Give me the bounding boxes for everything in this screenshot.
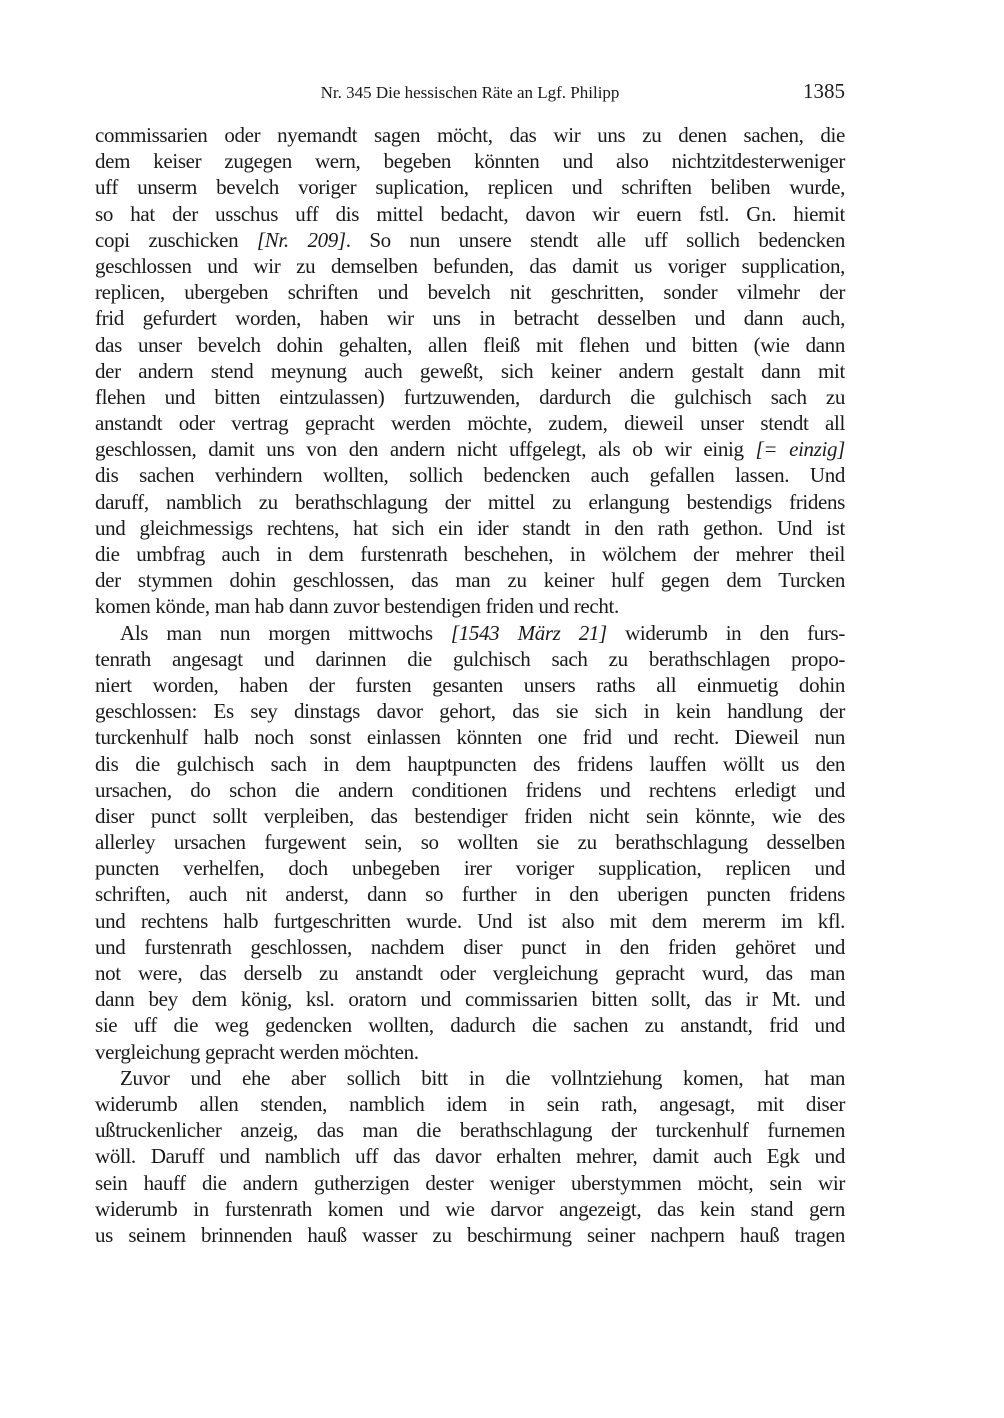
text-line: us seinem brinnenden hauß wasser zu beschirmung seiner nachpern hauß tragen	[95, 1222, 845, 1247]
text-line: und rechtens halb furtgeschritten wurde. Und ist also mit dem mererm im kfl.	[95, 908, 845, 933]
text-line: anstandt oder vertrag gepracht werden möchte, zudem, dieweil unser stendt all	[95, 411, 845, 436]
text-line: allerley ursachen furgewent sein, so wollten sie zu berathschlagung desselben	[95, 830, 845, 855]
text-line: tenrath angesagt und darinnen die gulchisch sach zu berathschlagen propo-	[95, 646, 845, 671]
text-line: commissarien oder nyemandt sagen möcht, das wir uns zu denen sachen, die	[95, 123, 845, 147]
text-line: der andern stend meynung auch geweßt, sich keiner andern gestalt dann mit	[95, 358, 845, 383]
text-line: geschlossen: Es sey dinstags davor gehort, das sie sich in kein handlung der	[95, 699, 845, 724]
document-page	[95, 78, 845, 1248]
text-line: copi zuschicken [Nr. 209]. So nun unsere stendt alle uff sollich bedencken	[95, 227, 845, 252]
text-line: puncten verhelfen, doch unbegeben irer voriger supplication, replicen und	[95, 856, 845, 881]
text-line: schriften, auch nit anderst, dann so further in den uberigen puncten fridens	[95, 882, 845, 907]
text-line: dann bey dem könig, ksl. oratorn und commissarien bitten sollt, das ir Mt. und	[95, 987, 845, 1012]
text-line: komen könde, man hab dann zuvor bestendigen friden und recht.	[95, 594, 619, 619]
text-line: diser punct sollt verpleiben, das bestendiger friden nicht sein könnte, wie des	[95, 803, 845, 828]
text-line: ußtruckenlicher anzeig, das man die berathschlagung der turckenhulf furnemen	[95, 1118, 845, 1143]
page-number: 1385	[803, 79, 845, 103]
text-line: frid gefurdert worden, haben wir uns in betracht desselben und dann auch,	[95, 306, 845, 331]
text-line: flehen und bitten eintzulassen) furtzuwenden, dardurch die gulchisch sach zu	[95, 384, 845, 409]
body-text	[95, 122, 845, 1248]
text-line: ursachen, do schon die andern conditionen fridens und rechtens erledigt und	[95, 777, 845, 802]
text-line: Zuvor und ehe aber sollich bitt in die vollntziehung komen, hat man	[120, 1065, 845, 1090]
paragraph	[95, 122, 845, 620]
paragraph	[95, 620, 845, 1065]
text-line: replicen, ubergeben schriften und bevelch nit geschritten, sonder vilmehr der	[95, 280, 845, 305]
running-title: Nr. 345 Die hessischen Räte an Lgf. Philipp	[320, 83, 620, 102]
text-line: wöll. Daruff und namblich uff das davor erhalten mehrer, damit auch Egk und	[95, 1144, 845, 1169]
text-line: geschlossen, damit uns von den andern nicht uffgelegt, als ob wir einig [= einzig]	[95, 437, 845, 462]
editorial-note: [Nr. 209]	[256, 227, 346, 252]
text-line: dis sachen verhindern wollten, sollich bedencken auch gefallen lassen. Und	[95, 463, 845, 488]
text-line: so hat der usschus uff dis mittel bedacht, davon wir euern fstl. Gn. hiemit	[95, 201, 845, 226]
text-line: und gleichmessigs rechtens, hat sich ein ider standt in den rath gethon. Und ist	[95, 515, 845, 540]
editorial-note: [1543 März 21]	[450, 620, 607, 645]
text-line: das unser bevelch dohin gehalten, allen fleiß mit flehen und bitten (wie dann	[95, 332, 845, 357]
text-line: der stymmen dohin geschlossen, das man zu keiner hulf gegen dem Turcken	[95, 568, 845, 593]
text-line: die umbfrag auch in dem furstenrath beschehen, in wölchem der mehrer theil	[95, 542, 845, 566]
text-line: Als man nun morgen mittwochs [1543 März 21] widerumb in den furs-	[120, 620, 845, 645]
text-line: geschlossen und wir zu demselben befunden, das damit us voriger supplication,	[95, 253, 845, 278]
text-line: widerumb in furstenrath komen und wie darvor angezeigt, das kein stand gern	[95, 1196, 845, 1221]
text-line: uff unserm bevelch voriger suplication, replicen und schriften beliben wurde,	[95, 175, 845, 200]
text-line: daruff, namblich zu berathschlagung der mittel zu erlangung bestendigs fridens	[95, 489, 845, 514]
running-head	[95, 78, 845, 110]
text-line: dem keiser zugegen wern, begeben könnten und also nichtzitdesterweniger	[95, 149, 845, 174]
text-line: und furstenrath geschlossen, nachdem diser punct in den friden gehöret und	[95, 934, 845, 959]
paragraph	[95, 1065, 845, 1248]
text-line: sein hauff die andern gutherzigen dester weniger uberstymmen möcht, sein wir	[95, 1170, 845, 1195]
text-line: niert worden, haben der fursten gesanten unsers raths all einmuetig dohin	[95, 672, 845, 697]
editorial-note: [= einzig]	[755, 437, 845, 462]
text-line: vergleichung gepracht werden möchten.	[95, 1039, 419, 1064]
text-line: turckenhulf halb noch sonst einlassen könnten one frid und recht. Dieweil nun	[95, 725, 845, 750]
text-line: widerumb allen stenden, namblich idem in sein rath, angesagt, mit diser	[95, 1091, 845, 1116]
text-line: dis die gulchisch sach in dem hauptpuncten des fridens lauffen wöllt us den	[95, 751, 845, 776]
text-line: sie uff die weg gedencken wollten, dadurch die sachen zu anstandt, frid und	[95, 1013, 845, 1038]
text-line: not were, das derselb zu anstandt oder vergleichung gepracht wurd, das man	[95, 961, 845, 985]
